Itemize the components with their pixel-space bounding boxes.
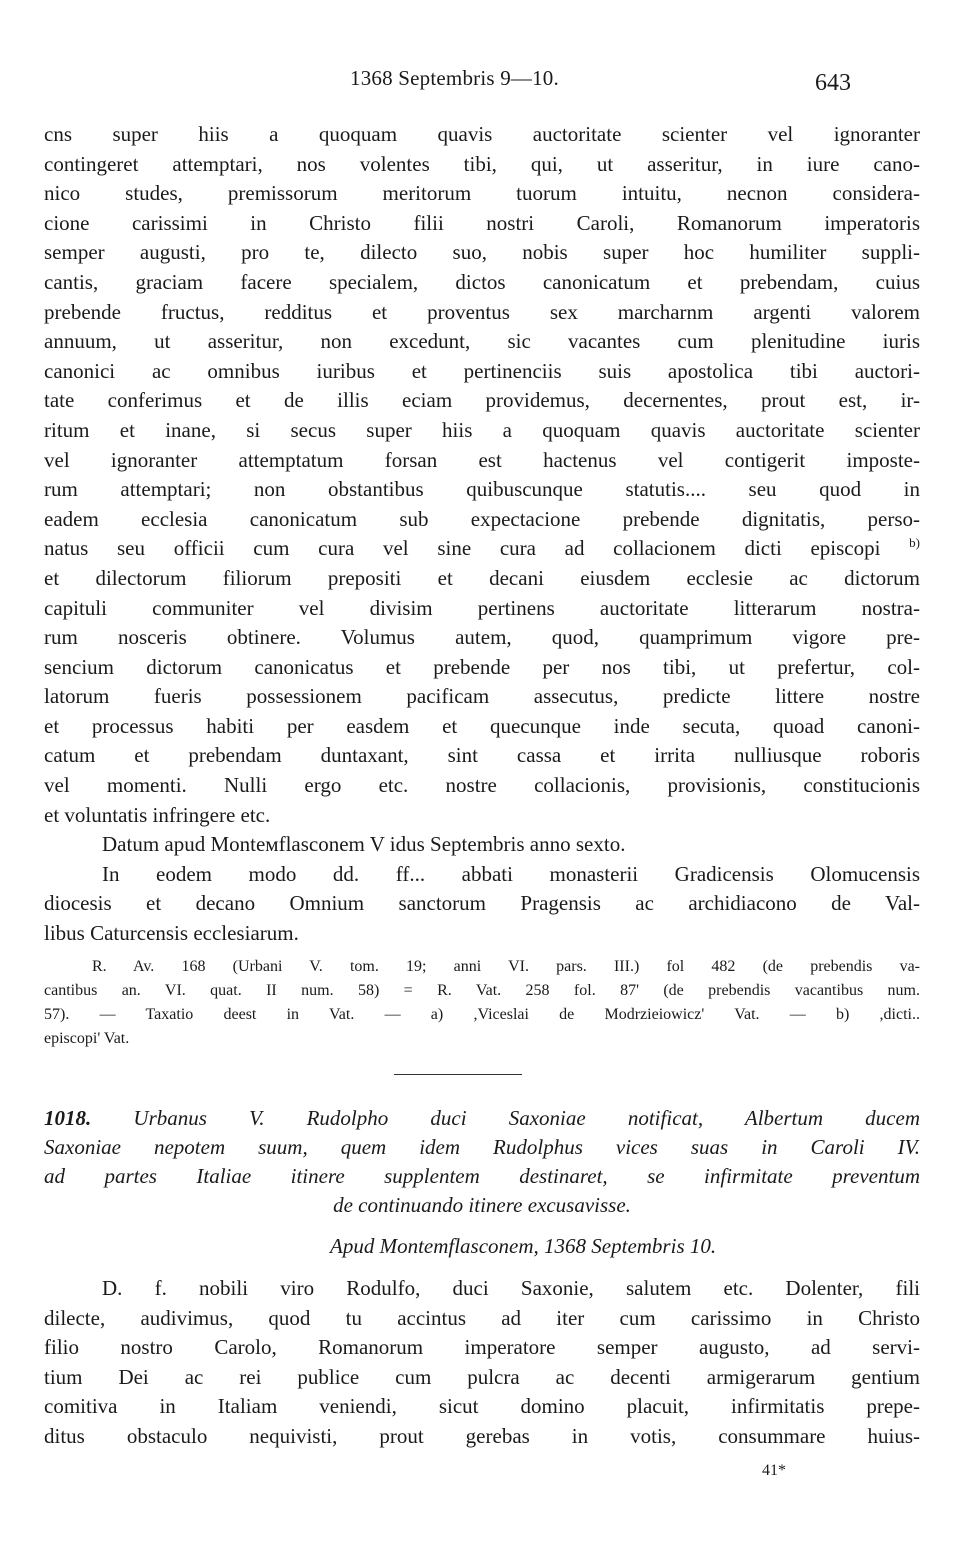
signature-mark: 41*: [762, 1462, 786, 1479]
body-line: et dilectorum filiorum prepositi et decani eiusdem ecclesie ac dictorum: [44, 565, 920, 590]
regest-line: Saxoniae nepotem suum, quem idem Rudolphus vices suas in Caroli IV.: [44, 1135, 920, 1159]
body-line-text: natus seu officii cum cura vel sine cura ad collacionem dicti episcopi: [44, 536, 881, 561]
body-line: capituli communiter vel divisim pertinens auctoritate litterarum nostra-: [44, 595, 920, 620]
body-line: nico studes, premissorum meritorum tuorum intuitu, necnon considera-: [44, 181, 920, 206]
body-line: rum nosceris obtinere. Volumus autem, quod, quamprimum vigore pre-: [44, 625, 920, 650]
body-line: rum attemptari; non obstantibus quibuscunque statutis.... seu quod in: [44, 477, 920, 502]
body-line: canonici ac omnibus iuribus et pertinenciis suis apostolica tibi auctori-: [44, 358, 920, 383]
body-line: eadem ecclesia canonicatum sub expectacione prebende dignitatis, perso-: [44, 506, 920, 531]
body-line: annuum, ut asseritur, non excedunt, sic vacantes cum plenitudine iuris: [44, 329, 920, 354]
section-divider: [394, 1074, 522, 1075]
regest-line: ad partes Italiae itinere supplentem destinaret, se infirmitate preventum: [44, 1164, 920, 1188]
regest-number: 1018.: [44, 1106, 92, 1130]
letter-line: comitiva in Italiam veniendi, sicut domino placuit, infirmitatis prepe-: [44, 1394, 920, 1419]
regest-line: [44, 1104, 920, 1133]
datum-line: Datum apud Monteмflasconem V idus Septembris anno sexto.: [102, 832, 626, 857]
body-line: cione carissimi in Christo filii nostri Caroli, Romanorum imperatoris: [44, 210, 920, 235]
body-line: ritum et inane, si secus super hiis a quoquam quavis auctoritate scienter: [44, 417, 920, 442]
body-line: et processus habiti per easdem et quecunque inde secuta, quoad canoni-: [44, 713, 920, 738]
letter-line: D. f. nobili viro Rodulfo, duci Saxonie, salutem etc. Dolenter, fili: [102, 1276, 920, 1300]
regest-line: de continuando itinere excusavisse.: [333, 1193, 631, 1217]
dateline: Apud Montemflasconem, 1368 Septembris 10.: [330, 1234, 717, 1258]
note-line: cantibus an. VI. quat. II num. 58) = R. Vat. 258 fol. 87' (de prebendis vacantibus num.: [44, 982, 920, 999]
body-line: contingeret attemptari, nos volentes tibi, qui, ut asseritur, in iure cano-: [44, 151, 920, 176]
body-line: et voluntatis infringere etc.: [44, 802, 271, 827]
body-line-with-note: [44, 534, 920, 564]
eodem-line: In eodem modo dd. ff... abbati monasterii Gradicensis Olomucensis: [102, 861, 920, 886]
note-line: R. Av. 168 (Urbani V. tom. 19; anni VI. pars. III.) fol 482 (de prebendis va-: [92, 958, 920, 975]
running-head: [0, 62, 960, 102]
body-line: cantis, graciam facere specialem, dictos canonicatum et prebendam, cuius: [44, 269, 920, 294]
page-number: 643: [815, 70, 851, 96]
body-line: tate conferimus et de illis eciam providemus, decernentes, prout est, ir-: [44, 388, 920, 413]
letter-line: filio nostro Carolo, Romanorum imperatore semper augusto, ad servi-: [44, 1335, 920, 1360]
body-line: semper augusti, pro te, dilecto suo, nobis super hoc humiliter suppli-: [44, 240, 920, 265]
body-line: sencium dictorum canonicatus et prebende per nos tibi, ut prefertur, col-: [44, 654, 920, 679]
eodem-line: libus Caturcensis ecclesiarum.: [44, 921, 299, 946]
note-line: 57). — Taxatio deest in Vat. — a) ,Viceslai de Modrzieiowicz' Vat. — b) ,dicti..: [44, 1006, 920, 1023]
letter-text: [44, 1274, 920, 1452]
body-line: vel ignoranter attemptatum forsan est hactenus vel contigerit imposte-: [44, 447, 920, 472]
apparatus-notes: [44, 955, 920, 1051]
letter-line: ditus obstaculo nequivisti, prout gerebas in votis, consummare huius-: [44, 1423, 920, 1448]
running-head-title: 1368 Septembris 9—10.: [350, 66, 559, 90]
regest-heading: [44, 1104, 920, 1220]
letter-line: dilecte, audivimus, quod tu accintus ad iter cum carissimo in Christo: [44, 1305, 920, 1330]
regest-text: Urbanus V. Rudolpho duci Saxoniae notificat, Albertum ducem: [133, 1106, 920, 1130]
eodem-line: diocesis et decano Omnium sanctorum Pragensis ac archidiacono de Val-: [44, 891, 920, 916]
body-line: catum et prebendam duntaxant, sint cassa et irrita nulliusque roboris: [44, 743, 920, 768]
body-line: latorum fueris possessionem pacificam assecutus, predicte littere nostre: [44, 684, 920, 709]
body-line: prebende fructus, redditus et proventus sex marcharnm argenti valorem: [44, 299, 920, 324]
body-line: cns super hiis a quoquam quavis auctoritate scienter vel ignoranter: [44, 122, 920, 146]
body-line: vel momenti. Nulli ergo etc. nostre collacionis, provisionis, constitucionis: [44, 773, 920, 798]
body-text: [44, 120, 920, 949]
footnote-marker-b: b): [909, 535, 920, 551]
letter-line: tium Dei ac rei publice cum pulcra ac decenti armigerarum gentium: [44, 1364, 920, 1389]
note-line: episcopi' Vat.: [44, 1030, 130, 1047]
